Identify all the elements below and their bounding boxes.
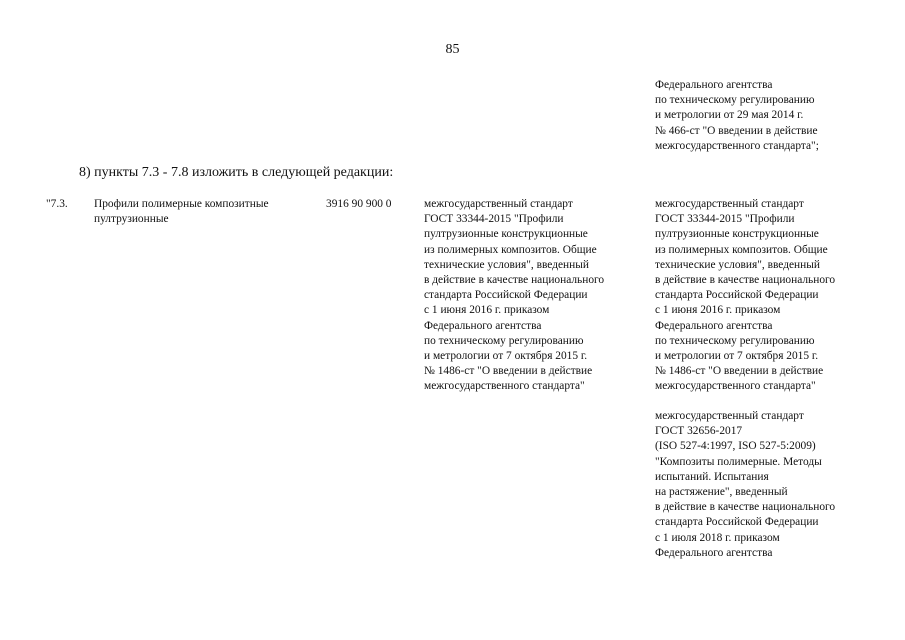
standard-column-left: межгосударственный стандарт ГОСТ 33344-2015 "Профили пултрузионные конструкционные из полимерных композитов. Общие технические условия", введенный в действие в качестве национального стандарта Российской Федерации с 1 июня 2016 г. приказом Федерального агентства по техническому регулированию и метрологии от 7 октября 2015 г. № 1486-ст "О введении в действие межгосударственного стандарта": [424, 198, 605, 393]
page-number: 85: [445, 42, 460, 57]
product-name: Профили полимерные композитные пултрузионные: [94, 198, 269, 226]
row-number: "7.3.: [46, 198, 68, 210]
amendment-instruction: 8) пункты 7.3 - 7.8 изложить в следующей редакции:: [79, 165, 394, 180]
standard-column-right-first: межгосударственный стандарт ГОСТ 33344-2015 "Профили пултрузионные конструкционные из полимерных композитов. Общие технические условия", введенный в действие в качестве национального стандарта Российской Федерации с 1 июня 2016 г. приказом Федерального агентства по техническому регулированию и метрологии от 7 октября 2015 г. № 1486-ст "О введении в действие межгосударственного стандарта": [655, 198, 836, 393]
continued-standard-text: Федерального агентства по техническому регулированию и метрологии от 29 мая 2014 г. № 466-ст "О введении в действие межгосударственного стандарта";: [655, 79, 819, 152]
standard-column-right-second: межгосударственный стандарт ГОСТ 32656-2017 (ISO 527-4:1997, ISO 527-5:2009) "Композиты полимерные. Методы испытаний. Испытания на растяжение", введенный в действие в качестве национального стандарта Российской Федерации с 1 июля 2018 г. приказом Федерального агентства: [655, 410, 836, 559]
product-code: 3916 90 900 0: [326, 198, 392, 210]
